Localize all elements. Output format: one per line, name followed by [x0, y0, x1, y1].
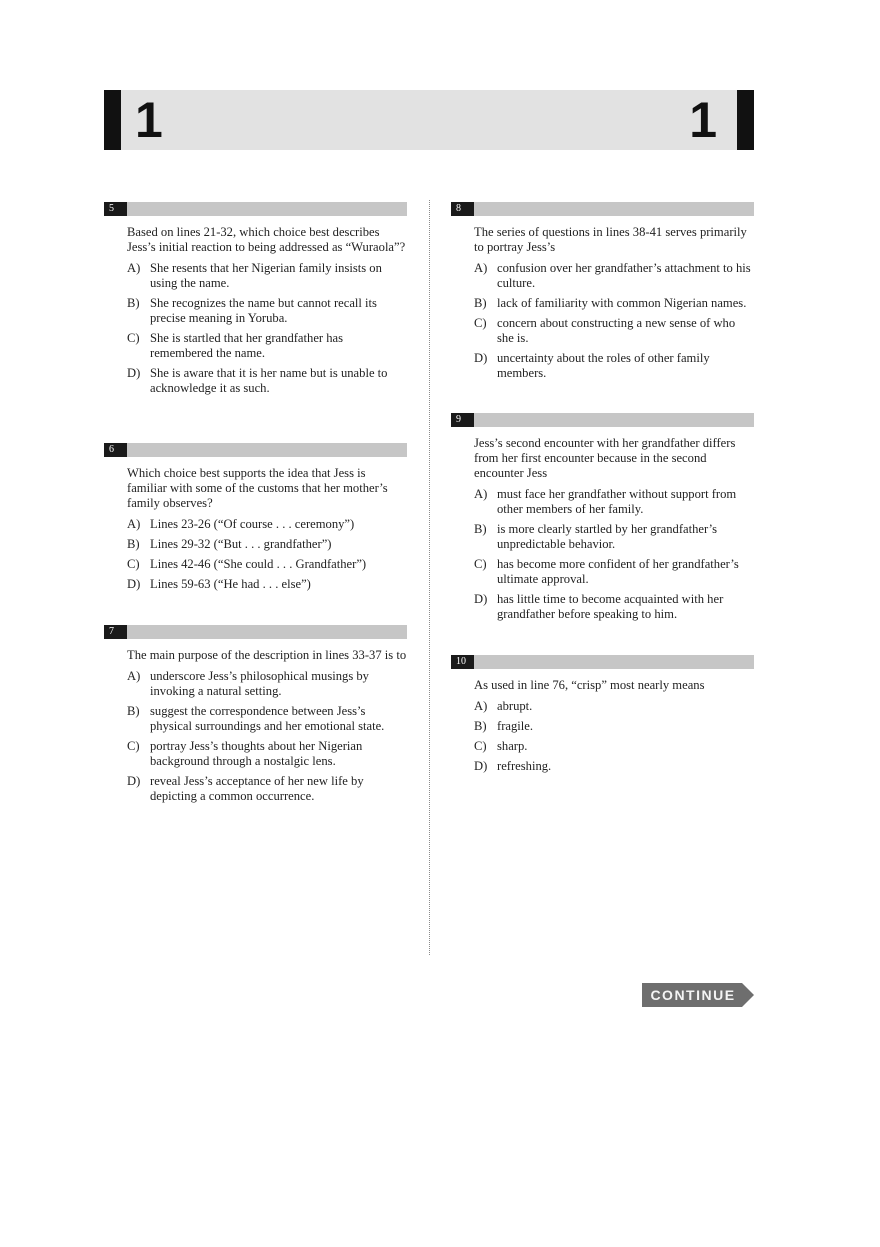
option-text: reveal Jess’s acceptance of her new life by depicting a common occurrence.: [150, 774, 364, 803]
option-letter: D): [127, 577, 141, 591]
question-number: 10: [451, 655, 474, 669]
option-letter: C): [127, 557, 140, 571]
question-stem: Based on lines 21-32, which choice best describes Jess’s initial reaction to being addressed as “Wuraola”?: [127, 225, 406, 254]
question-stem: As used in line 76, “crisp” most nearly means: [474, 678, 705, 692]
option-text: refreshing.: [497, 759, 552, 773]
option-text: uncertainty about the roles of other family members.: [497, 351, 710, 380]
option-text: Lines 29-32 (“But . . . grandfather”): [150, 537, 332, 551]
option-letter: D): [127, 366, 141, 380]
option-letter: C): [474, 739, 487, 753]
answer-option-a[interactable]: [474, 487, 754, 517]
question-9: [451, 413, 754, 627]
option-letter: B): [474, 522, 487, 536]
answer-option-b[interactable]: [127, 537, 407, 552]
answer-option-a[interactable]: [474, 261, 754, 291]
option-text: underscore Jess’s philosophical musings by invoking a natural setting.: [150, 669, 369, 698]
option-text: sharp.: [497, 739, 528, 753]
question-number: 7: [104, 625, 127, 639]
answer-options: [127, 517, 407, 592]
question-stem: The main purpose of the description in lines 33-37 is to: [127, 648, 407, 662]
question-8: [451, 202, 754, 386]
answer-option-a[interactable]: [127, 669, 407, 699]
answer-options: [474, 487, 754, 622]
question-bar: [104, 202, 407, 216]
section-number-right: 1: [689, 92, 717, 148]
answer-option-c[interactable]: [474, 739, 754, 754]
section-number-left: 1: [135, 92, 163, 148]
option-text: is more clearly startled by her grandfather’s unpredictable behavior.: [497, 522, 718, 551]
option-text: must face her grandfather without support from other members of her family.: [497, 487, 737, 516]
option-letter: C): [474, 316, 487, 330]
option-letter: D): [474, 759, 488, 773]
question-stem: Which choice best supports the idea that Jess is familiar with some of the customs that her mother’s family observes?: [127, 466, 388, 510]
answer-option-d[interactable]: [127, 366, 407, 396]
answer-option-d[interactable]: [127, 577, 407, 592]
option-text: Lines 59-63 (“He had . . . else”): [150, 577, 311, 591]
answer-option-b[interactable]: [474, 296, 754, 311]
question-7: [104, 625, 407, 809]
question-number: 5: [104, 202, 127, 216]
option-letter: C): [127, 739, 140, 753]
answer-option-a[interactable]: [127, 261, 407, 291]
option-letter: B): [127, 704, 140, 718]
option-letter: A): [127, 669, 141, 683]
option-text: She is aware that it is her name but is unable to acknowledge it as such.: [150, 366, 388, 395]
option-letter: B): [127, 296, 140, 310]
section-header: [104, 90, 754, 150]
option-letter: A): [127, 261, 141, 275]
question-bar: [451, 655, 754, 669]
answer-option-d[interactable]: [127, 774, 407, 804]
option-text: She is startled that her grandfather has remembered the name.: [150, 331, 344, 360]
option-letter: D): [474, 351, 488, 365]
answer-options: [127, 669, 407, 804]
option-text: lack of familiarity with common Nigerian names.: [497, 296, 747, 310]
answer-option-d[interactable]: [474, 759, 754, 774]
answer-option-c[interactable]: [127, 331, 407, 361]
answer-option-a[interactable]: [474, 699, 754, 714]
answer-option-a[interactable]: [127, 517, 407, 532]
question-bar: [451, 413, 754, 427]
header-bar-right: [737, 90, 754, 150]
question-number: 9: [451, 413, 474, 427]
option-text: concern about constructing a new sense of who she is.: [497, 316, 736, 345]
option-letter: A): [474, 261, 488, 275]
answer-option-d[interactable]: [474, 351, 754, 381]
question-stem: The series of questions in lines 38-41 serves primarily to portray Jess’s: [474, 225, 747, 254]
option-text: portray Jess’s thoughts about her Nigerian background through a nostalgic lens.: [150, 739, 363, 768]
option-letter: D): [474, 592, 488, 606]
question-10: [451, 655, 754, 779]
question-bar: [104, 443, 407, 457]
question-6: [104, 443, 407, 597]
question-number: 6: [104, 443, 127, 457]
option-letter: B): [474, 719, 487, 733]
continue-button[interactable]: [642, 983, 754, 1007]
option-letter: C): [474, 557, 487, 571]
answer-option-b[interactable]: [474, 522, 754, 552]
question-stem: Jess’s second encounter with her grandfather differs from her first encounter because in the second encounter Jess: [474, 436, 736, 480]
option-text: She recognizes the name but cannot recall its precise meaning in Yoruba.: [150, 296, 377, 325]
option-text: Lines 42-46 (“She could . . . Grandfather”): [150, 557, 367, 571]
answer-options: [474, 261, 754, 381]
option-text: suggest the correspondence between Jess’s physical surroundings and her emotional state.: [150, 704, 385, 733]
option-letter: B): [474, 296, 487, 310]
option-text: fragile.: [497, 719, 534, 733]
option-text: has become more confident of her grandfather’s ultimate approval.: [497, 557, 739, 586]
question-bar: [451, 202, 754, 216]
question-bar: [104, 625, 407, 639]
option-letter: D): [127, 774, 141, 788]
option-text: She resents that her Nigerian family insists on using the name.: [150, 261, 382, 290]
option-letter: C): [127, 331, 140, 345]
answer-option-c[interactable]: [127, 739, 407, 769]
option-letter: A): [474, 699, 488, 713]
answer-option-b[interactable]: [127, 704, 407, 734]
option-text: Lines 23-26 (“Of course . . . ceremony”): [150, 517, 355, 531]
answer-option-c[interactable]: [474, 316, 754, 346]
header-bar-left: [104, 90, 121, 150]
answer-option-c[interactable]: [127, 557, 407, 572]
answer-option-b[interactable]: [474, 719, 754, 734]
option-text: confusion over her grandfather’s attachment to his culture.: [497, 261, 751, 290]
option-letter: A): [474, 487, 488, 501]
column-divider: [429, 200, 430, 955]
question-5: [104, 202, 407, 401]
answer-options: [474, 699, 754, 774]
answer-options: [127, 261, 407, 396]
option-letter: B): [127, 537, 140, 551]
answer-option-b[interactable]: [127, 296, 407, 326]
answer-option-c[interactable]: [474, 557, 754, 587]
option-text: abrupt.: [497, 699, 533, 713]
option-letter: A): [127, 517, 141, 531]
option-text: has little time to become acquainted with her grandfather before speaking to him.: [497, 592, 724, 621]
continue-label: CONTINUE: [650, 987, 736, 1003]
answer-option-d[interactable]: [474, 592, 754, 622]
question-number: 8: [451, 202, 474, 216]
